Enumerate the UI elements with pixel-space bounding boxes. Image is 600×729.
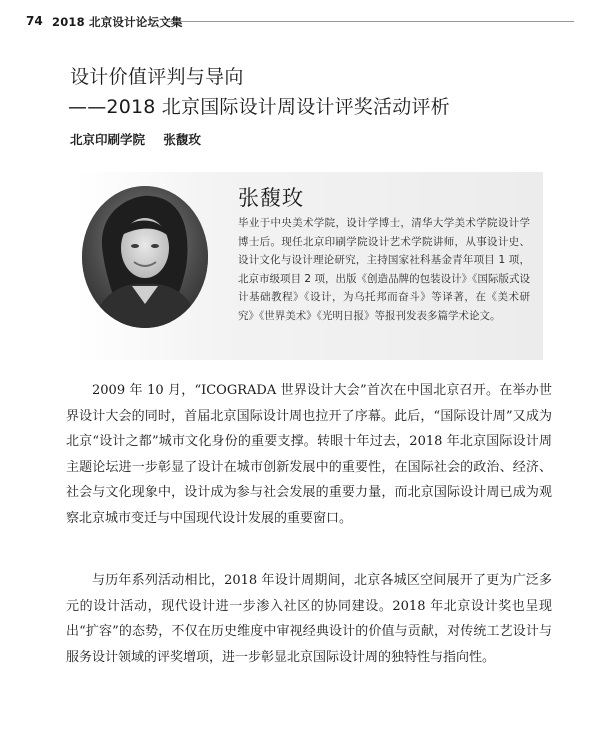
author-portrait-image — [82, 186, 208, 328]
author-portrait — [82, 186, 208, 328]
article-title: 设计价值评判与导向 — [70, 66, 244, 88]
running-header — [26, 10, 574, 32]
byline — [70, 130, 215, 148]
author-name: 张馥玫 — [163, 132, 201, 147]
author-affiliation: 北京印刷学院 — [70, 132, 146, 147]
book-title: 2018 北京设计论坛文集 — [52, 15, 183, 29]
body-paragraph-1: 2009 年 10 月，“ICOGRADA 世界设计大会”首次在中国北京召开。在举办世界设计大会的同时，首届北京国际设计周也拉开了序幕。此后，“国际设计周”又成为北京“设计之都”城市文化身份的重要支撑。转眼十年过去，2018 年北京国际设计周主题论坛进一步彰显了设计在城市创新发展中的重要性，在国际社会的政治、经济、社会与文化现象中，设计成为参与社会发展的重要力量，而北京国际设计周已成为观察北京城市变迁与中国现代设计发展的重要窗口。 — [66, 383, 552, 526]
page-number: 74 — [26, 14, 43, 28]
body-paragraph-2: 与历年系列活动相比，2018 年设计周期间，北京各城区空间展开了更为广泛多元的设计活动，现代设计进一步渗入社区的协同建设。2018 年北京设计奖也呈现出“扩容”的态势，不仅在历史维度中审视经典设计的价值与贡献，对传统工艺设计与服务设计领域的评奖增项，进一步彰显北京国际设计周的独特性与指向性。 — [66, 573, 552, 665]
article-subtitle: ——2018 北京国际设计周设计评奖活动评析 — [68, 96, 450, 118]
bio-author-name: 张馥玫 — [238, 186, 304, 210]
header-rule — [166, 21, 574, 22]
bio-text: 毕业于中央美术学院，设计学博士，清华大学美术学院设计学博士后。现任北京印刷学院设计艺术学院讲师，从事设计史、设计文化与设计理论研究，主持国家社科基金青年项目 1 项，北京市级项目 2 项，出版《创造品牌的包装设计》《国际版式设计基础教程》《设计，为乌托邦而奋斗》等译著，在《美术研究》《世界美术》《光明日报》等报刊发表多篇学术论文。 — [238, 217, 530, 322]
